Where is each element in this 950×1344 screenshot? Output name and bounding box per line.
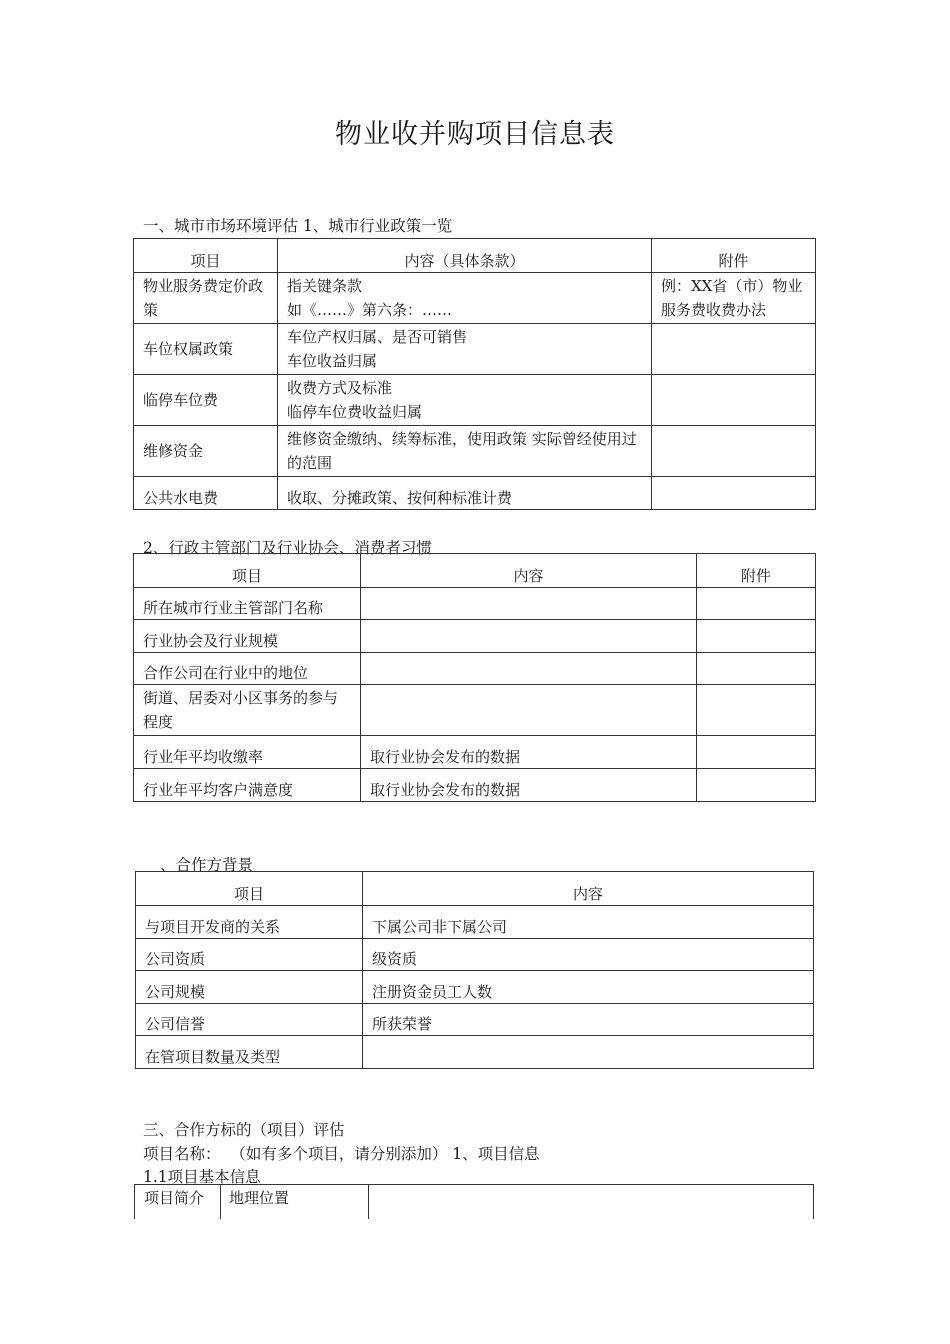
table-divider bbox=[134, 1185, 135, 1219]
project-intro-label: 项目简介 bbox=[144, 1189, 205, 1207]
table-row bbox=[134, 685, 816, 736]
authority-item: 行业年平均收缴率 bbox=[134, 736, 361, 769]
section3-heading: 、合作方背景 bbox=[160, 856, 254, 874]
authority-attachment bbox=[697, 769, 816, 802]
policy-content bbox=[278, 273, 652, 324]
policy-content bbox=[278, 426, 652, 477]
authority-content bbox=[361, 620, 697, 653]
partner-header-item: 项目 bbox=[136, 872, 363, 906]
policy-content-line: 如《……》第六条：…… bbox=[287, 301, 453, 319]
policy-attachment bbox=[652, 324, 816, 375]
policy-item: 维修资金 bbox=[134, 426, 278, 477]
table-row bbox=[134, 426, 816, 477]
table-row bbox=[134, 769, 816, 802]
authority-attachment bbox=[697, 736, 816, 769]
project-basic-info-heading: 1.1项目基本信息 bbox=[143, 1168, 261, 1186]
table-row bbox=[134, 653, 816, 685]
policy-item: 公共水电费 bbox=[134, 477, 278, 510]
policy-table bbox=[133, 238, 816, 510]
authority-table bbox=[133, 553, 816, 802]
table-row bbox=[134, 477, 816, 510]
table-row bbox=[134, 736, 816, 769]
authority-content: 取行业协会发布的数据 bbox=[361, 769, 697, 802]
section2-heading: 2、行政主管部门及行业协会、消费者习惯 bbox=[143, 539, 432, 557]
authority-item: 街道、居委对小区事务的参与程度 bbox=[134, 685, 361, 736]
policy-content-line: 指关键条款 bbox=[287, 277, 363, 295]
page-title: 物业收并购项目信息表 bbox=[335, 119, 615, 150]
policy-item: 车位权属政策 bbox=[134, 324, 278, 375]
table-divider bbox=[368, 1185, 369, 1219]
table-row bbox=[136, 939, 814, 971]
table-row bbox=[134, 375, 816, 426]
table-row bbox=[136, 1004, 814, 1036]
authority-item: 行业年平均客户满意度 bbox=[134, 769, 361, 802]
policy-content-line: 维修资金缴纳、续筹标准，使用政策 实际曾经使用过的范围 bbox=[287, 430, 637, 472]
partner-item: 公司规模 bbox=[136, 971, 363, 1004]
authority-header-item: 项目 bbox=[134, 554, 361, 588]
authority-content bbox=[361, 653, 697, 685]
partner-content: 级资质 bbox=[363, 939, 814, 971]
authority-attachment bbox=[697, 685, 816, 736]
partner-item: 在管项目数量及类型 bbox=[136, 1036, 363, 1069]
table-row bbox=[136, 1036, 814, 1069]
policy-attachment bbox=[652, 477, 816, 510]
section1-heading: 一、城市市场环境评估 1、城市行业政策一览 bbox=[143, 217, 453, 235]
partner-content bbox=[363, 1036, 814, 1069]
policy-content-line: 车位产权归属、是否可销售 bbox=[287, 328, 468, 346]
location-label: 地理位置 bbox=[229, 1189, 290, 1207]
partner-content: 注册资金员工人数 bbox=[363, 971, 814, 1004]
authority-content: 取行业协会发布的数据 bbox=[361, 736, 697, 769]
partner-content: 所获荣誉 bbox=[363, 1004, 814, 1036]
policy-item: 物业服务费定价政策 bbox=[134, 273, 278, 324]
partner-item: 公司资质 bbox=[136, 939, 363, 971]
policy-content-line: 临停车位费收益归属 bbox=[287, 403, 423, 421]
authority-attachment bbox=[697, 653, 816, 685]
policy-attachment: 例：XX省（市）物业服务费收费办法 bbox=[652, 273, 816, 324]
policy-header-content: 内容（具体条款） bbox=[278, 239, 652, 273]
policy-item: 临停车位费 bbox=[134, 375, 278, 426]
authority-content bbox=[361, 685, 697, 736]
policy-content-line: 收费方式及标准 bbox=[287, 379, 393, 397]
policy-content bbox=[278, 324, 652, 375]
policy-content bbox=[278, 477, 652, 510]
partner-item: 与项目开发商的关系 bbox=[136, 906, 363, 939]
project-name-line: 项目名称： （如有多个项目，请分别添加） 1、项目信息 bbox=[143, 1145, 540, 1163]
partner-content: 下属公司非下属公司 bbox=[363, 906, 814, 939]
table-divider bbox=[220, 1185, 221, 1219]
policy-header-attachment: 附件 bbox=[652, 239, 816, 273]
section4-heading: 三、合作方标的（项目）评估 bbox=[143, 1121, 345, 1139]
table-row bbox=[136, 971, 814, 1004]
authority-content bbox=[361, 588, 697, 620]
table-row bbox=[134, 588, 816, 620]
partner-header-content: 内容 bbox=[363, 872, 814, 906]
project-basic-info-table bbox=[134, 1184, 814, 1219]
policy-content bbox=[278, 375, 652, 426]
partner-item: 公司信誉 bbox=[136, 1004, 363, 1036]
partner-table bbox=[135, 871, 814, 1069]
policy-content-line: 收取、分摊政策、按何种标准计费 bbox=[287, 489, 513, 507]
policy-content-line: 车位收益归属 bbox=[287, 352, 378, 370]
table-row bbox=[134, 273, 816, 324]
authority-item: 所在城市行业主管部门名称 bbox=[134, 588, 361, 620]
authority-header-content: 内容 bbox=[361, 554, 697, 588]
policy-header-item: 项目 bbox=[134, 239, 278, 273]
authority-attachment bbox=[697, 620, 816, 653]
authority-attachment bbox=[697, 588, 816, 620]
policy-attachment bbox=[652, 426, 816, 477]
policy-attachment bbox=[652, 375, 816, 426]
authority-item: 合作公司在行业中的地位 bbox=[134, 653, 361, 685]
table-row bbox=[134, 620, 816, 653]
table-row bbox=[136, 906, 814, 939]
table-row bbox=[134, 324, 816, 375]
authority-header-attachment: 附件 bbox=[697, 554, 816, 588]
authority-item: 行业协会及行业规模 bbox=[134, 620, 361, 653]
